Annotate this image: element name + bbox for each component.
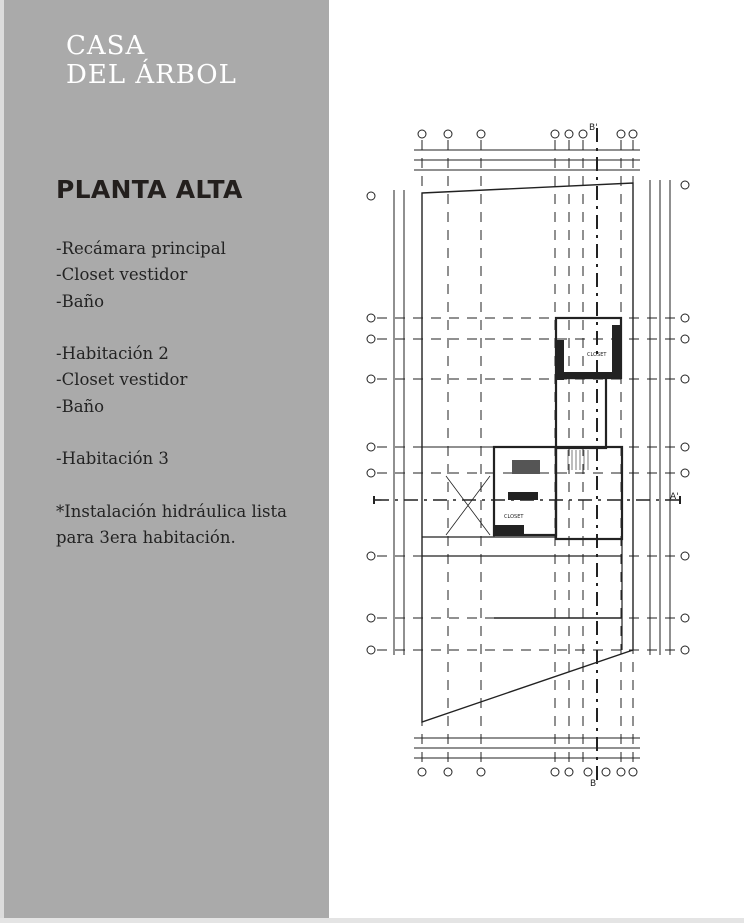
room-label-closet: CLOSET [504,514,524,520]
feature-item: -Closet vestidor [56,370,188,390]
feature-item: -Habitación 3 [56,449,169,469]
section-mark-right: A' [670,492,679,502]
feature-item: -Closet vestidor [56,265,188,285]
floor-plan-drawing [350,110,720,800]
brand-line-1: CASA [66,31,146,61]
brand-logo [66,32,237,90]
feature-item: -Habitación 2 [56,344,169,364]
feature-item: -Baño [56,396,105,416]
brand-line-2: DEL ÁRBOL [66,60,237,90]
feature-item: -Recámara principal [56,239,226,258]
grid-bubbles-top [418,130,637,138]
grid-bubbles-right [681,181,689,654]
grid-bubbles-bottom [418,768,637,776]
room-label-closet-2: CLOSET [587,352,607,358]
feature-note: *Instalación hidráulica lista para 3era habitación. [56,501,287,548]
section-title: PLANTA ALTA [56,175,243,204]
feature-item: -Baño [56,291,105,311]
feature-list [56,236,316,552]
page-edge [0,918,744,923]
section-mark-bottom: B [590,779,597,789]
section-mark-top: B' [589,123,598,133]
grid-bubbles-left [367,192,375,654]
